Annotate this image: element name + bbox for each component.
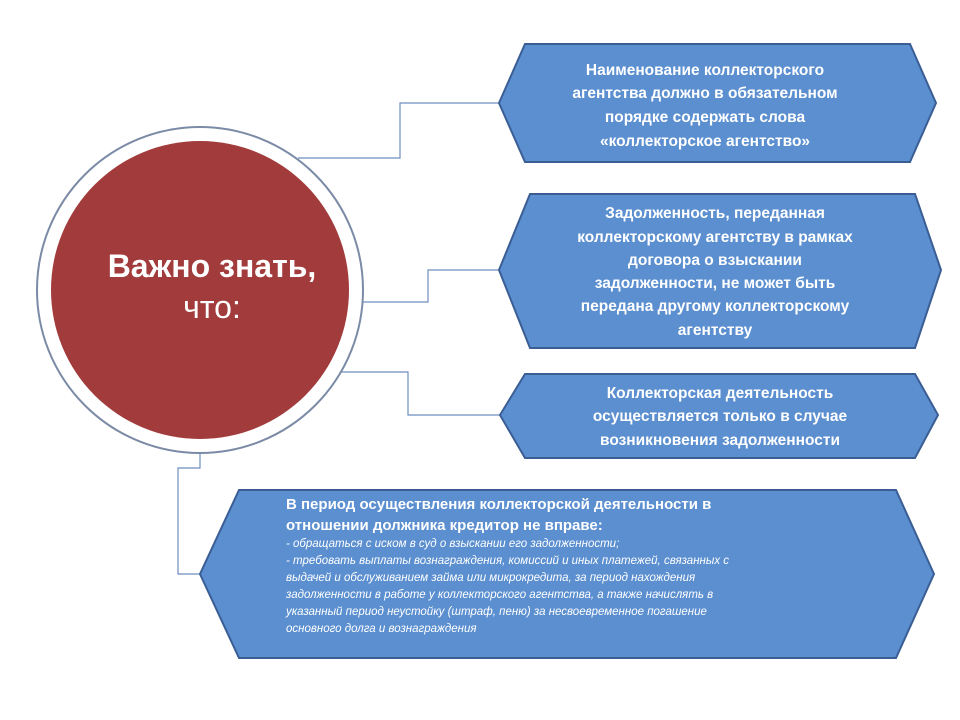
box-1-line: агентства должно в обязательном	[572, 85, 838, 103]
box-4-title-line: В период осуществления коллекторской деятельности в	[286, 496, 712, 513]
box-2-line: Задолженность, переданная	[605, 205, 825, 223]
box-4-item-line: задолженности в работе у коллекторского агентства, а также начислять в	[286, 589, 714, 601]
center-label	[62, 222, 362, 352]
box-3-line: возникновения задолженности	[600, 431, 840, 449]
box-3-line: Коллекторская деятельность	[606, 384, 834, 402]
connector-line-1	[298, 103, 500, 158]
connector-line-2	[358, 270, 500, 302]
box-2-line: коллекторскому агентству в рамках	[577, 228, 853, 246]
box-4-title-line: отношении должника кредитор не вправе:	[286, 517, 603, 534]
hexagon-box-3	[500, 374, 938, 458]
box-4-item-line: основного долга и вознаграждения	[286, 623, 477, 635]
box-4-text	[286, 494, 866, 654]
box-2-line: агентству	[677, 321, 753, 339]
box-4-item-line: указанный период неустойку (штраф, пеню) за несвоевременное погашение	[286, 606, 707, 618]
box-1-line: «коллекторское агентство»	[599, 132, 811, 150]
box-4-item-line: - обращаться с иском в суд о взыскании его задолженности;	[286, 538, 620, 550]
box-1-line: порядке содержать слова	[604, 109, 806, 126]
hexagon-box-2	[499, 194, 941, 348]
connector-line-3	[338, 372, 500, 415]
box-4-item-line: выдачей и обслуживанием займа или микрокредита, за период нахождения	[286, 572, 696, 584]
hexagon-box-1	[499, 44, 936, 162]
box-4-item-line: - требовать выплаты вознаграждения, комиссий и иных платежей, связанных с	[286, 555, 730, 567]
box-1-line: Наименование коллекторского	[585, 61, 825, 79]
connector-line-4	[178, 450, 200, 574]
box-2-line: договора о взыскании	[628, 251, 802, 269]
box-3-line: осуществляется только в случае	[592, 408, 848, 426]
center-label-line-1: Важно знать,	[107, 248, 317, 284]
box-2-line: задолженности, не может быть	[594, 275, 836, 292]
center-label-line-2: что:	[183, 289, 241, 325]
box-2-line: передана другому коллекторскому	[580, 298, 850, 316]
